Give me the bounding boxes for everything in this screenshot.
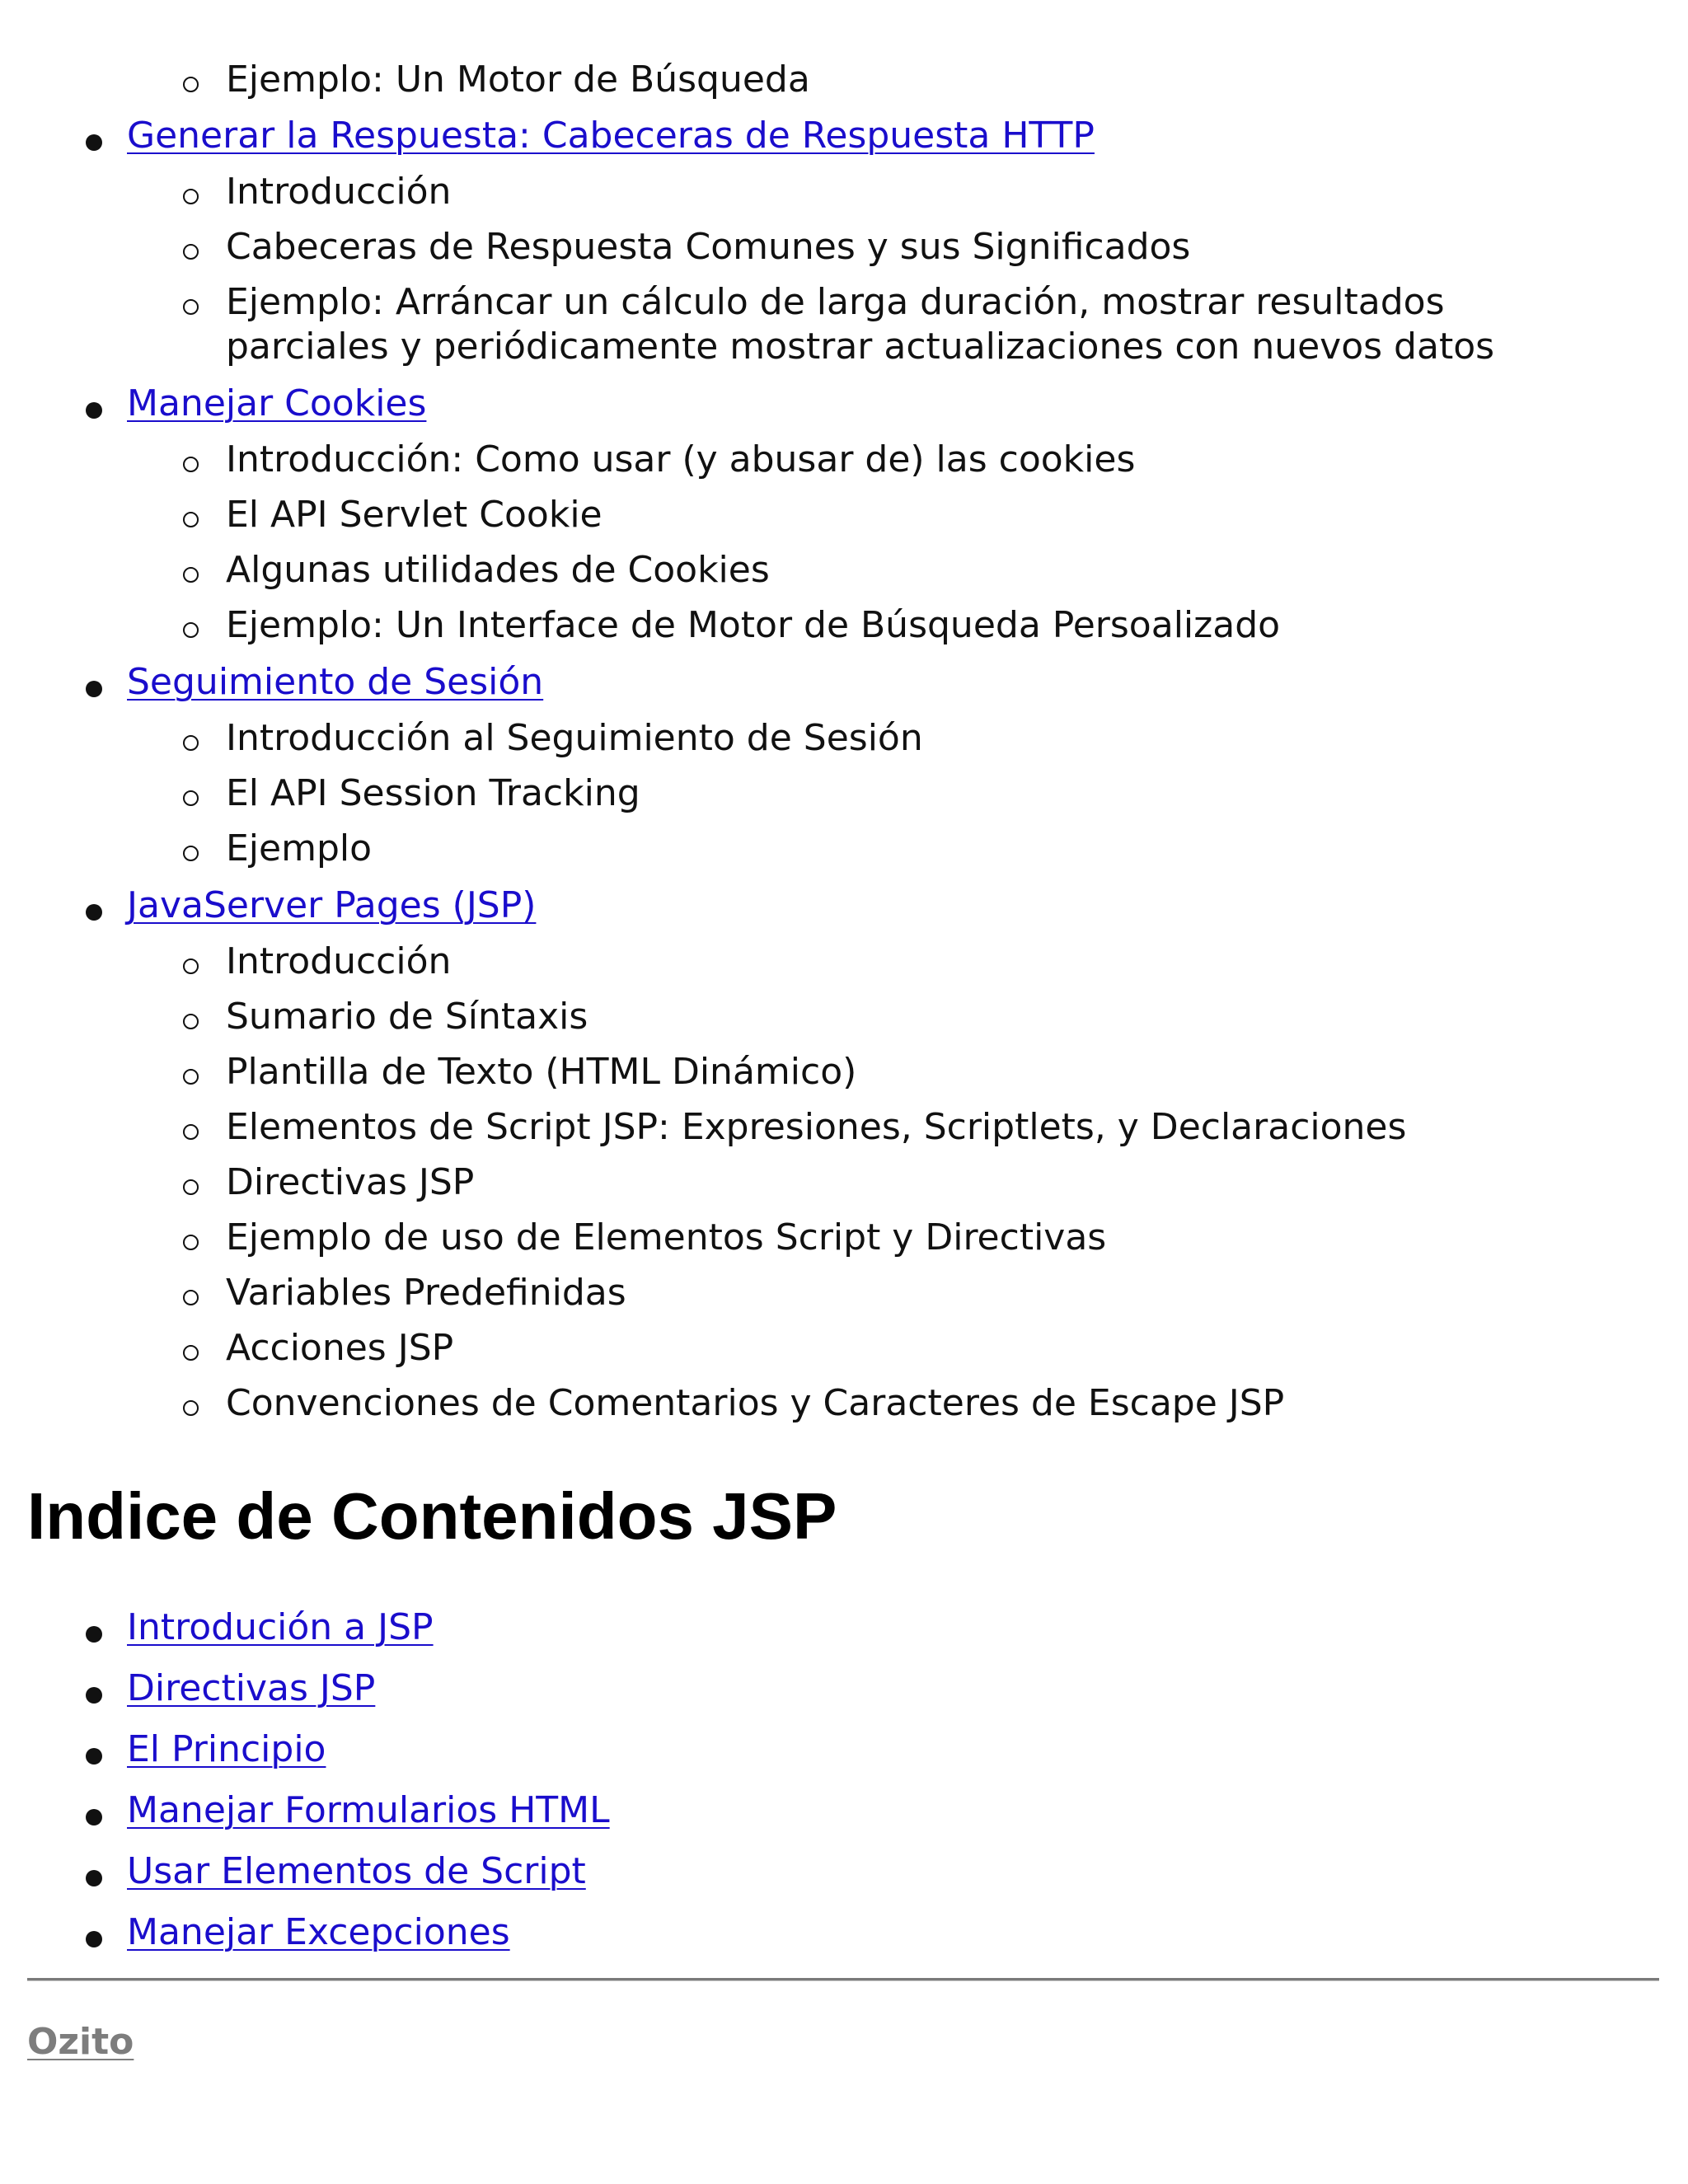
toc-item [0, 1658, 1688, 1719]
toc-item [0, 1780, 1688, 1841]
disc-bullet-icon [86, 904, 102, 921]
jsp-toc-item [0, 1719, 1688, 1780]
circle-bullet-icon [183, 1290, 199, 1305]
toc-subitem-label: Ejemplo: Arráncar un cálculo de larga duración, mostrar resultados [226, 281, 1445, 323]
disc-bullet-icon [86, 402, 102, 419]
toc-subitem [0, 275, 1688, 325]
toc-subitem-label: Variables Predefinidas [226, 1272, 626, 1314]
toc-subitem [0, 1100, 1688, 1155]
circle-bullet-icon [183, 735, 199, 751]
toc-subitem-label: Ejemplo [226, 827, 373, 869]
toc-subitem-label: Algunas utilidades de Cookies [226, 549, 770, 591]
circle-bullet-icon [183, 567, 199, 583]
toc-subitem-label: parciales y periódicamente mostrar actualizaciones con nuevos datos [226, 326, 1495, 368]
toc-link-seguimiento-sesion[interactable]: Seguimiento de Sesión [127, 661, 544, 703]
circle-bullet-icon [183, 299, 199, 315]
toc-subitem [0, 598, 1688, 654]
circle-bullet-icon [183, 958, 199, 974]
circle-bullet-icon [183, 1400, 199, 1416]
toc-subitem [0, 822, 1688, 877]
toc-subitem-label: Sumario de Síntaxis [226, 996, 588, 1038]
toc-subitem-label: Acciones JSP [226, 1327, 454, 1369]
toc-item [0, 1597, 1688, 1658]
disc-bullet-icon [86, 134, 102, 151]
toc-subitem-label: Introducción [226, 171, 452, 213]
toc-subitem-label: El API Session Tracking [226, 772, 640, 814]
circle-bullet-icon [183, 1124, 199, 1140]
toc-subitem [0, 935, 1688, 990]
toc-item [0, 375, 1688, 433]
toc-subitem-label: Ejemplo: Un Interface de Motor de Búsqueda Persoalizado [226, 604, 1281, 646]
toc-subitem [0, 990, 1688, 1045]
toc-subitem [0, 766, 1688, 822]
circle-bullet-icon [183, 1345, 199, 1361]
toc-subitem [0, 58, 1688, 107]
toc-item [0, 107, 1688, 165]
circle-bullet-icon [183, 846, 199, 861]
servlet-toc-list [0, 58, 1688, 1432]
jsp-toc-item [0, 1658, 1688, 1719]
toc-section [0, 375, 1688, 654]
toc-subitem [0, 1266, 1688, 1321]
horizontal-rule [27, 1978, 1659, 1981]
jsp-toc-item [0, 1780, 1688, 1841]
toc-subitem [0, 220, 1688, 275]
circle-bullet-icon [183, 457, 199, 472]
circle-bullet-icon [183, 512, 199, 527]
disc-bullet-icon [86, 1809, 102, 1825]
toc-link-manejar-excepciones[interactable]: Manejar Excepciones [127, 1911, 510, 1953]
toc-subitem-label: Introducción: Como usar (y abusar de) las cookies [226, 438, 1136, 480]
toc-item [0, 1902, 1688, 1963]
toc-subitem-label: Plantilla de Texto (HTML Dinámico) [226, 1051, 857, 1093]
toc-subitem-label: Ejemplo: Un Motor de Búsqueda [226, 59, 810, 101]
toc-subitem [0, 165, 1688, 220]
toc-section [0, 107, 1688, 375]
circle-bullet-icon [183, 77, 199, 92]
toc-subitem [0, 1376, 1688, 1432]
toc-subitem [0, 1155, 1688, 1211]
section-heading: Indice de Contenidos JSP [27, 1479, 837, 1553]
toc-subitem-continuation [0, 325, 1688, 375]
toc-subitem [0, 488, 1688, 543]
circle-bullet-icon [183, 622, 199, 638]
toc-subitem-label: El API Servlet Cookie [226, 494, 603, 536]
circle-bullet-icon [183, 244, 199, 260]
toc-link-formularios-html[interactable]: Manejar Formularios HTML [127, 1789, 610, 1831]
toc-link-generar-respuesta[interactable]: Generar la Respuesta: Cabeceras de Respuesta HTTP [127, 115, 1095, 157]
toc-subitem-label: Directivas JSP [226, 1161, 475, 1203]
circle-bullet-icon [183, 1235, 199, 1250]
toc-link-el-principio[interactable]: El Principio [127, 1728, 326, 1770]
toc-link-introducion-jsp[interactable]: Introdución a JSP [127, 1606, 434, 1648]
disc-bullet-icon [86, 1626, 102, 1643]
toc-subitem-label: Convenciones de Comentarios y Caracteres de Escape JSP [226, 1382, 1285, 1424]
circle-bullet-icon [183, 1069, 199, 1085]
toc-subitem [0, 711, 1688, 766]
disc-bullet-icon [86, 1687, 102, 1704]
toc-section [0, 58, 1688, 107]
toc-item [0, 877, 1688, 935]
toc-item [0, 1719, 1688, 1780]
circle-bullet-icon [183, 790, 199, 806]
toc-link-javaserver-pages[interactable]: JavaServer Pages (JSP) [127, 884, 537, 926]
toc-subitem-label: Ejemplo de uso de Elementos Script y Directivas [226, 1216, 1107, 1258]
jsp-toc-item [0, 1597, 1688, 1658]
toc-subitem [0, 1211, 1688, 1266]
jsp-toc-item [0, 1902, 1688, 1963]
disc-bullet-icon [86, 1931, 102, 1947]
jsp-toc-list [0, 1597, 1688, 1963]
toc-subitem [0, 543, 1688, 598]
toc-subitem [0, 1321, 1688, 1376]
toc-section [0, 877, 1688, 1432]
toc-subitem-label: Introducción al Seguimiento de Sesión [226, 717, 923, 759]
toc-item [0, 1841, 1688, 1902]
toc-item [0, 654, 1688, 711]
disc-bullet-icon [86, 1748, 102, 1765]
circle-bullet-icon [183, 1179, 199, 1195]
footer-link-ozito[interactable]: Ozito [27, 2021, 134, 2063]
toc-subitem-label: Elementos de Script JSP: Expresiones, Scriptlets, y Declaraciones [226, 1106, 1407, 1148]
disc-bullet-icon [86, 1870, 102, 1886]
toc-section [0, 654, 1688, 877]
disc-bullet-icon [86, 681, 102, 697]
circle-bullet-icon [183, 189, 199, 204]
circle-bullet-icon [183, 1014, 199, 1029]
toc-subitem-label: Cabeceras de Respuesta Comunes y sus Significados [226, 226, 1191, 268]
toc-link-directivas-jsp[interactable]: Directivas JSP [127, 1667, 376, 1709]
toc-subitem-label: Introducción [226, 940, 452, 982]
toc-subitem [0, 433, 1688, 488]
toc-subitem [0, 1045, 1688, 1100]
jsp-toc-item [0, 1841, 1688, 1902]
toc-link-manejar-cookies[interactable]: Manejar Cookies [127, 382, 427, 424]
toc-link-elementos-script[interactable]: Usar Elementos de Script [127, 1850, 586, 1892]
